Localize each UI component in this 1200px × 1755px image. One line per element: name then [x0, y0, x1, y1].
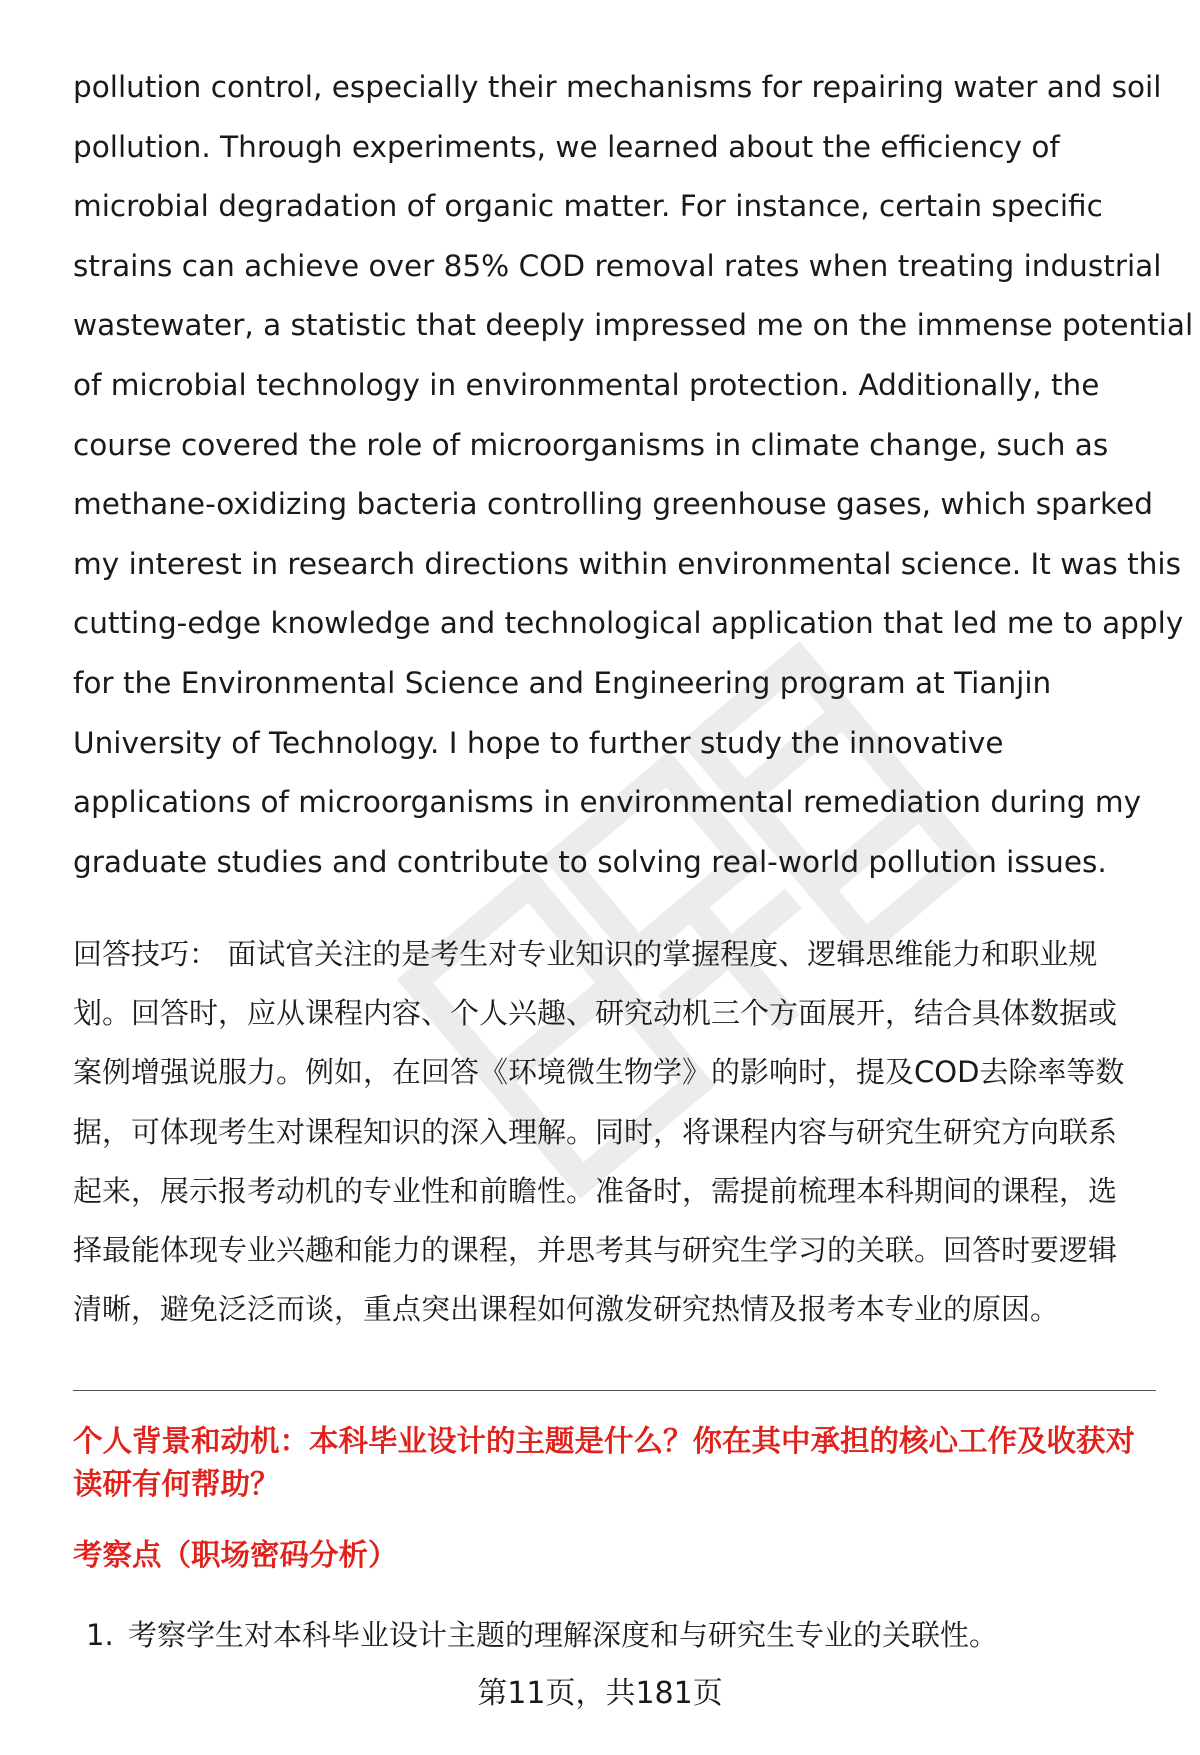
tips-line: 划。回答时，应从课程内容、个人兴趣、研究动机三个方面展开，结合具体数据或	[73, 996, 1118, 1031]
tips-line: 择最能体现专业兴趣和能力的课程，并思考其与研究生学习的关联。回答时要逻辑	[73, 1233, 1118, 1268]
tips-line: 据，可体现考生对课程知识的深入理解。同时，将课程内容与研究生研究方向联系	[73, 1114, 1118, 1149]
answer-tips-paragraph	[73, 925, 1163, 1339]
body-line: wastewater, a statistic that deeply impressed me on the immense potential	[73, 308, 1194, 343]
question-heading	[73, 1420, 1163, 1506]
list-item	[86, 1614, 998, 1657]
question-line: 个人背景和动机：本科毕业设计的主题是什么？你在其中承担的核心工作及收获对	[73, 1424, 1136, 1458]
body-line: applications of microorganisms in environmental remediation during my	[73, 785, 1142, 820]
body-line: University of Technology. I hope to further study the innovative	[73, 725, 1004, 760]
body-line: course covered the role of microorganisms in climate change, such as	[73, 427, 1109, 462]
page-number-footer: 第11页，共181页	[477, 1676, 723, 1711]
body-line: strains can achieve over 85% COD removal rates when treating industrial	[73, 248, 1162, 283]
section-divider	[73, 1390, 1156, 1391]
english-body-paragraph	[73, 58, 1194, 892]
body-line: microbial degradation of organic matter. For instance, certain specific	[73, 189, 1103, 224]
tips-line: 清晰，避免泛泛而谈，重点突出课程如何激发研究热情及报考本专业的原因。	[73, 1292, 1060, 1327]
body-line: graduate studies and contribute to solving real-world pollution issues.	[73, 844, 1107, 879]
body-line: for the Environmental Science and Engineering program at Tianjin	[73, 665, 1052, 700]
body-line: of microbial technology in environmental protection. Additionally, the	[73, 367, 1100, 402]
body-line: pollution. Through experiments, we learned about the efficiency of	[73, 129, 1060, 164]
tips-line: 起来，展示报考动机的专业性和前瞻性。准备时，需提前梳理本科期间的课程，选	[73, 1173, 1118, 1208]
tips-line: 回答技巧： 面试官关注的是考生对专业知识的掌握程度、逻辑思维能力和职业规	[73, 937, 1098, 971]
body-line: cutting-edge knowledge and technological application that led me to apply	[73, 606, 1184, 641]
body-line: methane-oxidizing bacteria controlling greenhouse gases, which sparked	[73, 487, 1153, 522]
tips-line: 案例增强说服力。例如，在回答《环境微生物学》的影响时，提及COD去除率等数	[73, 1055, 1125, 1090]
question-line: 读研有何帮助？	[73, 1467, 280, 1501]
body-line: pollution control, especially their mechanisms for repairing water and soil	[73, 70, 1162, 104]
body-line: my interest in research directions within environmental science. It was this	[73, 546, 1181, 581]
list-item-text: 考察学生对本科毕业设计主题的理解深度和与研究生专业的关联性。	[128, 1618, 999, 1652]
assessment-heading: 考察点（职场密码分析）	[73, 1538, 398, 1572]
list-item-number: 1.	[86, 1618, 114, 1652]
